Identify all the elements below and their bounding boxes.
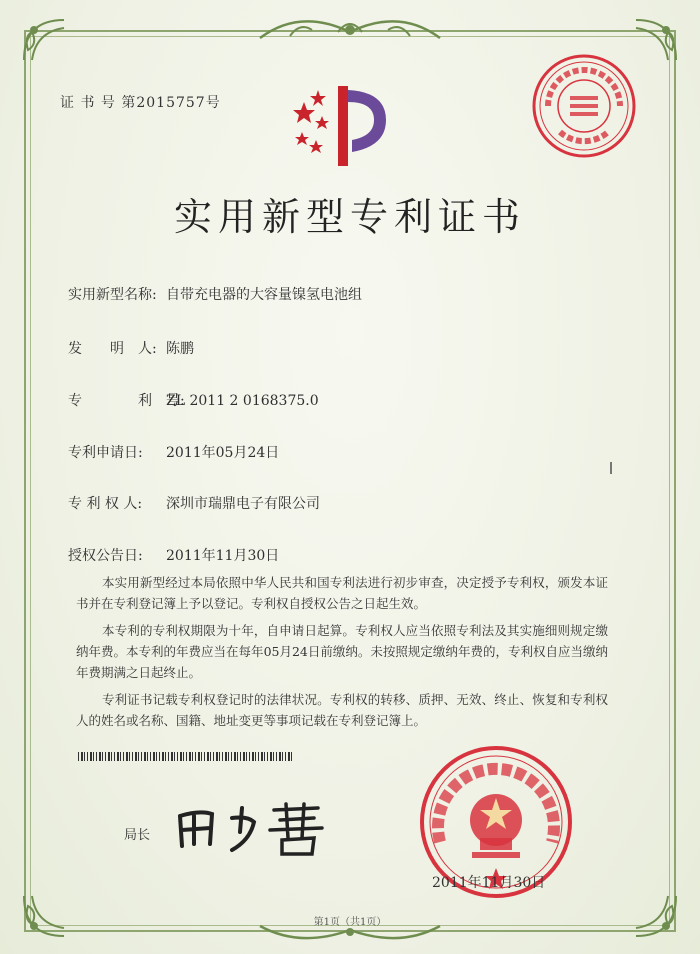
field-value: 自带充电器的大容量镍氢电池组 <box>166 287 362 303</box>
field-value: 2011年11月30日 <box>166 548 280 564</box>
body-paragraph: 本专利的专利权期限为十年，自申请日起算。专利权人应当依照专利法及其实施细则规定缴纳年费。本专利的年费应当在每年05月24日前缴纳。未按照规定缴纳年费的，专利权自应当缴纳年费期满之日起终止。 <box>76 623 608 680</box>
field-patent-number <box>68 390 319 410</box>
barcode <box>78 752 292 761</box>
field-label: 专 利 权 人: <box>68 496 143 512</box>
field-application-date <box>68 442 279 462</box>
certificate-title: 实用新型专利证书 <box>173 195 526 239</box>
margin-mark <box>610 462 612 474</box>
corner-ornament-top-left <box>14 10 74 70</box>
field-utility-model-name <box>68 284 362 304</box>
patent-office-logo <box>282 82 394 172</box>
body-paragraph: 本实用新型经过本局依照中华人民共和国专利法进行初步审查，决定授予专利权，颁发本证书并在专利登记簿上予以登记。专利权自授权公告之日起生效。 <box>76 575 608 611</box>
director-label: 局长 <box>124 828 151 843</box>
body-paragraph: 专利证书记载专利权登记时的法律状况。专利权的转移、质押、无效、终止、恢复和专利权人的姓名或名称、国籍、地址变更等事项记载在专利登记簿上。 <box>76 692 608 728</box>
field-inventor <box>68 338 194 358</box>
field-value: 2011年05月24日 <box>166 445 280 461</box>
page-footer: 第1页（共1页） <box>313 917 387 928</box>
field-value: 陈鹏 <box>166 341 194 357</box>
top-center-ornament <box>250 8 450 48</box>
field-patentee <box>68 493 320 513</box>
certificate-number: 证 书 号 第2015757号 <box>60 95 221 111</box>
director-signature <box>170 798 330 858</box>
field-label: 专利申请日: <box>68 445 143 461</box>
field-label: 授权公告日: <box>68 548 143 564</box>
issue-date: 2011年11月30日 <box>432 875 546 891</box>
field-value: 深圳市瑞鼎电子有限公司 <box>166 496 320 512</box>
field-label: 发 明 人: <box>68 341 157 357</box>
field-label: 实用新型名称: <box>68 287 157 303</box>
field-grant-announcement-date <box>68 545 279 565</box>
tax-stamp-seal <box>530 52 638 160</box>
field-value: ZL 2011 2 0168375.0 <box>166 393 319 409</box>
certificate-body-text <box>76 572 608 731</box>
field-label: 专 利 号: <box>68 393 185 409</box>
